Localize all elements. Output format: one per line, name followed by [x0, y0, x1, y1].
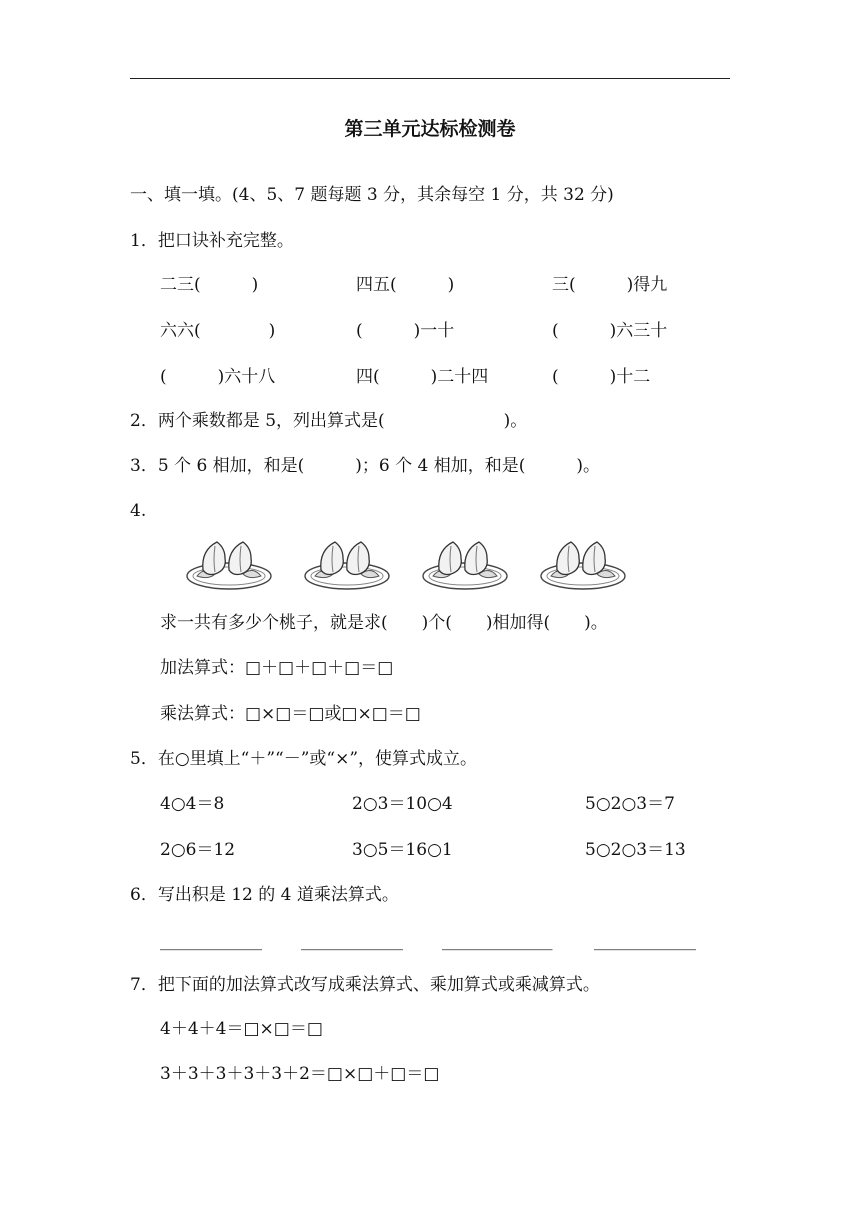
answer-blank: ____________: [301, 931, 403, 951]
q1-item: 四( )二十四: [356, 367, 489, 387]
q1-item: 四五( ): [356, 275, 455, 295]
q5-item: 5○2○3＝13: [585, 840, 686, 860]
question-1-stem: 1．把口诀补充完整。: [130, 231, 294, 251]
q1-item: ( )六十八: [160, 367, 276, 387]
question-4-text: 求一共有多少个桃子，就是求( )个( )相加得( )。: [160, 613, 608, 633]
q1-item: 三( )得九: [552, 275, 668, 295]
q5-item: 5○2○3＝7: [585, 794, 675, 814]
q5-item: 3○5＝16○1: [352, 840, 453, 860]
q7-expression: 4＋4＋4＝□×□＝□: [160, 1019, 323, 1039]
q1-item: ( )十二: [552, 367, 651, 387]
answer-blank: _____________: [442, 931, 553, 951]
q5-item: 4○4＝8: [160, 794, 225, 814]
peach-plate-icon: [185, 536, 273, 592]
peach-plate-icon: [303, 536, 391, 592]
question-2: 2．两个乘数都是 5，列出算式是( )。: [130, 411, 528, 431]
question-5-stem: 5．在○里填上“＋”“－”或“×”，使算式成立。: [130, 749, 478, 769]
q1-item: ( )六三十: [552, 321, 668, 341]
page-title: 第三单元达标检测卷: [344, 118, 516, 140]
peach-plate-icon: [539, 536, 627, 592]
question-7-stem: 7．把下面的加法算式改写成乘法算式、乘加算式或乘减算式。: [130, 975, 600, 995]
question-3: 3．5 个 6 相加，和是( )；6 个 4 相加，和是( )。: [130, 456, 601, 476]
q7-expression: 3＋3＋3＋3＋3＋2＝□×□＋□＝□: [160, 1064, 440, 1084]
question-4-number: 4.: [130, 501, 147, 521]
answer-blank: ____________: [160, 931, 262, 951]
q5-item: 2○3＝10○4: [352, 794, 453, 814]
q1-item: ( )一十: [356, 321, 455, 341]
section-heading: 一、填一填。(4、5、7 题每题 3 分，其余每空 1 分，共 32 分): [130, 185, 614, 205]
q4-multiplication: 乘法算式：□×□＝□或□×□＝□: [160, 704, 421, 724]
q1-item: 六六( ): [160, 321, 276, 341]
peach-plates-illustration: [185, 536, 625, 596]
q1-item: 二三( ): [160, 275, 259, 295]
answer-blank: ____________: [594, 931, 696, 951]
q4-addition: 加法算式：□＋□＋□＋□＝□: [160, 658, 394, 678]
question-6-stem: 6．写出积是 12 的 4 道乘法算式。: [130, 885, 399, 905]
header-rule: [130, 78, 730, 79]
peach-plate-icon: [421, 536, 509, 592]
q5-item: 2○6＝12: [160, 840, 236, 860]
